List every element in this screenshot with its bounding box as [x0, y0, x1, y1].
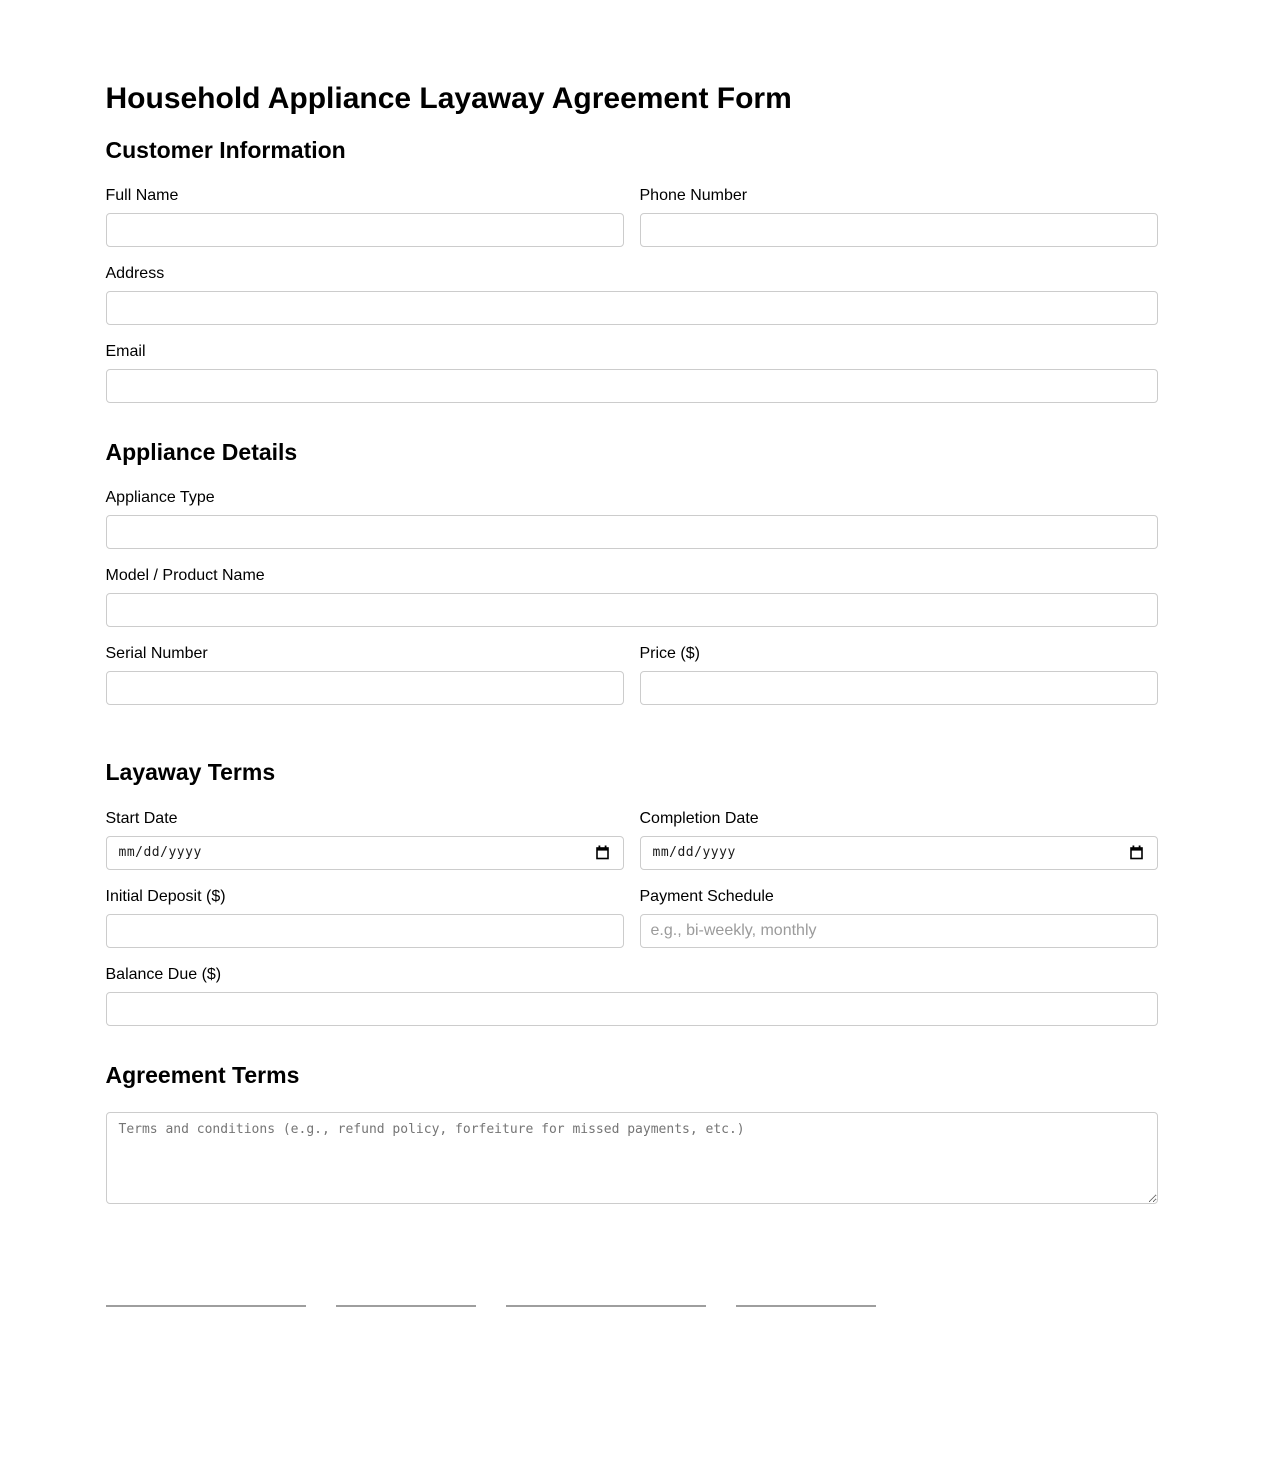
payment-schedule-label: Payment Schedule: [639, 887, 774, 905]
completion-date-label: Completion Date: [639, 809, 759, 827]
initial-deposit-field-group: [106, 888, 624, 948]
agreement-terms-heading: Agreement Terms: [105, 1061, 300, 1088]
completion-date-input[interactable]: [640, 836, 1158, 870]
payment-schedule-field-group: [640, 888, 1158, 948]
section-agreement-terms: [106, 1062, 1158, 1209]
page-title: Household Appliance Layaway Agreement Form: [105, 82, 792, 115]
appliance-details-heading: Appliance Details: [105, 438, 298, 465]
completion-date-field-group: [640, 810, 1158, 870]
initial-deposit-input[interactable]: [106, 914, 624, 948]
completion-date-placeholder: mm/dd/yyyy: [652, 845, 736, 861]
calendar-icon[interactable]: [1130, 845, 1143, 860]
balance-due-label: Balance Due ($): [105, 965, 222, 983]
appliance-type-label: Appliance Type: [105, 489, 215, 507]
phone-number-input[interactable]: [640, 213, 1158, 247]
balance-due-input[interactable]: [106, 992, 1158, 1026]
start-date-field-group: [106, 810, 624, 870]
email-field-group: [106, 343, 1158, 403]
full-name-label: Full Name: [105, 186, 179, 204]
address-field-group: [106, 265, 1158, 325]
model-field-group: [106, 567, 1158, 627]
price-label: Price ($): [639, 645, 700, 663]
signature-line-4[interactable]: [736, 1305, 876, 1307]
serial-number-input[interactable]: [106, 671, 624, 705]
serial-number-label: Serial Number: [105, 645, 208, 663]
initial-deposit-label: Initial Deposit ($): [105, 887, 226, 905]
address-input[interactable]: [106, 291, 1158, 325]
start-date-placeholder: mm/dd/yyyy: [118, 845, 202, 861]
appliance-type-input[interactable]: [106, 515, 1158, 549]
layaway-form: [106, 0, 1158, 1467]
appliance-type-field-group: [106, 489, 1158, 549]
email-label: Email: [105, 342, 146, 360]
layaway-terms-heading: Layaway Terms: [105, 759, 276, 786]
customer-information-heading: Customer Information: [105, 136, 346, 163]
start-date-label: Start Date: [105, 809, 178, 827]
start-date-input[interactable]: [106, 836, 624, 870]
model-input[interactable]: [106, 593, 1158, 627]
calendar-icon[interactable]: [596, 845, 609, 860]
price-field-group: [640, 645, 1158, 705]
balance-due-field-group: [106, 966, 1158, 1026]
serial-number-field-group: [106, 645, 624, 705]
agreement-terms-textarea[interactable]: [106, 1112, 1158, 1204]
signature-row: [106, 1305, 1158, 1307]
payment-schedule-input[interactable]: [640, 914, 1158, 948]
phone-number-field-group: [640, 187, 1158, 247]
model-label: Model / Product Name: [105, 567, 265, 585]
price-input[interactable]: [640, 671, 1158, 705]
signature-line-2[interactable]: [336, 1305, 476, 1307]
section-customer-information: [106, 137, 1158, 403]
signature-line-3[interactable]: [506, 1305, 706, 1307]
section-layaway-terms: [106, 759, 1158, 1025]
phone-number-label: Phone Number: [639, 186, 748, 204]
email-input[interactable]: [106, 369, 1158, 403]
section-appliance-details: [106, 439, 1158, 723]
full-name-field-group: [106, 187, 624, 247]
full-name-input[interactable]: [106, 213, 624, 247]
address-label: Address: [105, 264, 165, 282]
signature-line-1[interactable]: [106, 1305, 306, 1307]
